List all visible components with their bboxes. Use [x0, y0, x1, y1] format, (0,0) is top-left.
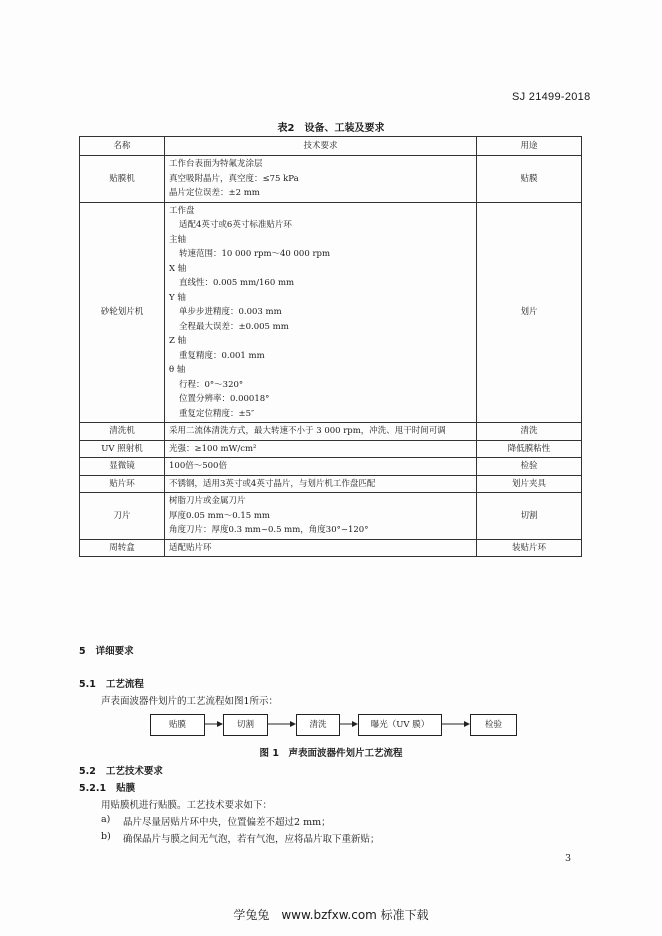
- requirement-line: 主轴: [169, 234, 187, 245]
- requirement-line: Z 轴: [169, 336, 187, 346]
- section-title: 工艺技术要求: [105, 766, 163, 777]
- section-5-1-intro: 声表面波器件划片的工艺流程如图1所示：: [101, 696, 279, 707]
- section-number: 5.2: [79, 766, 96, 777]
- flow-step-cleaning: 清洗: [296, 714, 340, 736]
- requirement-line: X 轴: [169, 263, 187, 274]
- section-title: 贴膜: [116, 783, 136, 794]
- requirement-line: 角度刀片：厚度0.3 mm~0.5 mm，角度30°~120°: [169, 525, 369, 535]
- equipment-usage: 切割: [477, 493, 582, 540]
- equipment-name: 贴膜机: [80, 156, 165, 203]
- section-5-2-1-heading: [79, 780, 135, 794]
- flow-step-lamination: 贴膜: [150, 714, 205, 736]
- section-5-2-heading: [79, 763, 163, 777]
- section-5-2-1-intro: 用贴膜机进行贴膜。工艺技术要求如下：: [101, 800, 273, 811]
- equipment-name: 贴片环: [80, 475, 165, 493]
- requirement-line: 位置分辨率：0.00018°: [179, 394, 270, 404]
- requirement-line: 单步步进精度：0.003 mm: [179, 307, 282, 317]
- equipment-usage: 清洗: [477, 423, 582, 441]
- flow-step-cutting: 切割: [223, 714, 268, 736]
- equipment-name: 清洗机: [80, 423, 165, 441]
- requirement-line: 工作盘: [169, 205, 195, 216]
- page-number: 3: [565, 853, 572, 864]
- section-number: 5.2.1: [79, 783, 107, 794]
- requirement-line: 全程最大误差：±0.005 mm: [179, 321, 289, 332]
- equipment-usage: 降低膜粘性: [477, 440, 582, 458]
- column-header-name: 名称: [80, 137, 165, 156]
- equipment-usage: 划片: [477, 202, 582, 423]
- table-title: 表2 设备、工装及要求: [277, 123, 385, 134]
- equipment-name: 周转盒: [80, 539, 165, 557]
- requirement-line: θ 轴: [169, 365, 186, 375]
- requirement-line: 重复定位精度：±5″: [179, 408, 255, 419]
- equipment-name: UV 照射机: [80, 440, 165, 458]
- requirement-line: 厚度0.05 mm～0.15 mm: [169, 510, 270, 521]
- requirement-line: Y 轴: [169, 292, 186, 303]
- standard-code: SJ 21499-2018: [512, 91, 591, 103]
- requirement-line: 转速范围：10 000 rpm～40 000 rpm: [179, 249, 331, 259]
- equipment-usage: 检验: [477, 458, 582, 476]
- requirement-line: 真空吸附晶片，真空度：≤75 kPa: [169, 173, 299, 184]
- column-header-usage: 用途: [477, 137, 582, 156]
- equipment-usage: 划片夹具: [477, 475, 582, 493]
- requirement-line: 100倍～500倍: [169, 461, 227, 471]
- requirement-line: 直线性：0.005 mm/160 mm: [179, 278, 295, 288]
- requirement-line: 不锈钢，适用3英寸或4英寸晶片，与划片机工作盘匹配: [169, 478, 376, 489]
- equipment-usage: 装贴片环: [477, 539, 582, 557]
- footer-watermark: 学兔兔 www.bzfxw.com 标准下载: [233, 908, 429, 922]
- requirement-line: 适配贴片环: [169, 542, 212, 553]
- list-item-text: 晶片尽量居贴片环中央，位置偏差不超过2 mm；: [123, 817, 331, 828]
- flow-step-inspection: 检验: [470, 714, 517, 736]
- equipment-name: 刀片: [80, 493, 165, 540]
- requirement-line: 采用二流体清洗方式，最大转速不小于 3 000 rpm，冲洗、甩干时间可调: [169, 426, 446, 436]
- requirement-line: 光强：≥100 mW/cm²: [169, 443, 257, 454]
- section-number: 5.1: [79, 679, 96, 690]
- section-number: 5: [79, 646, 86, 657]
- requirement-line: 重复精度：0.001 mm: [179, 350, 265, 361]
- requirement-line: 晶片定位误差：±2 mm: [169, 188, 260, 198]
- list-item-marker: a): [101, 814, 111, 825]
- section-title: 详细要求: [95, 646, 134, 657]
- list-item-text: 确保晶片与膜之间无气泡，若有气泡，应将晶片取下重新贴；: [123, 834, 380, 845]
- column-header-requirements: 技术要求: [165, 137, 477, 156]
- figure-caption: 图 1 声表面波器件划片工艺流程: [259, 748, 403, 759]
- requirement-line: 工作台表面为特氟龙涂层: [169, 159, 263, 169]
- requirement-line: 适配4英寸或6英寸标准贴片环: [179, 220, 292, 230]
- requirement-line: 树脂刀片或金属刀片: [169, 496, 246, 506]
- section-title: 工艺流程: [105, 679, 144, 690]
- equipment-name: 显微镜: [80, 458, 165, 476]
- equipment-usage: 贴膜: [477, 156, 582, 203]
- list-item-marker: b): [101, 831, 111, 842]
- requirement-line: 行程：0°～320°: [179, 379, 244, 390]
- flow-step-uv-exposure: 曝光（UV 膜）: [358, 714, 442, 736]
- equipment-name: 砂轮划片机: [80, 202, 165, 423]
